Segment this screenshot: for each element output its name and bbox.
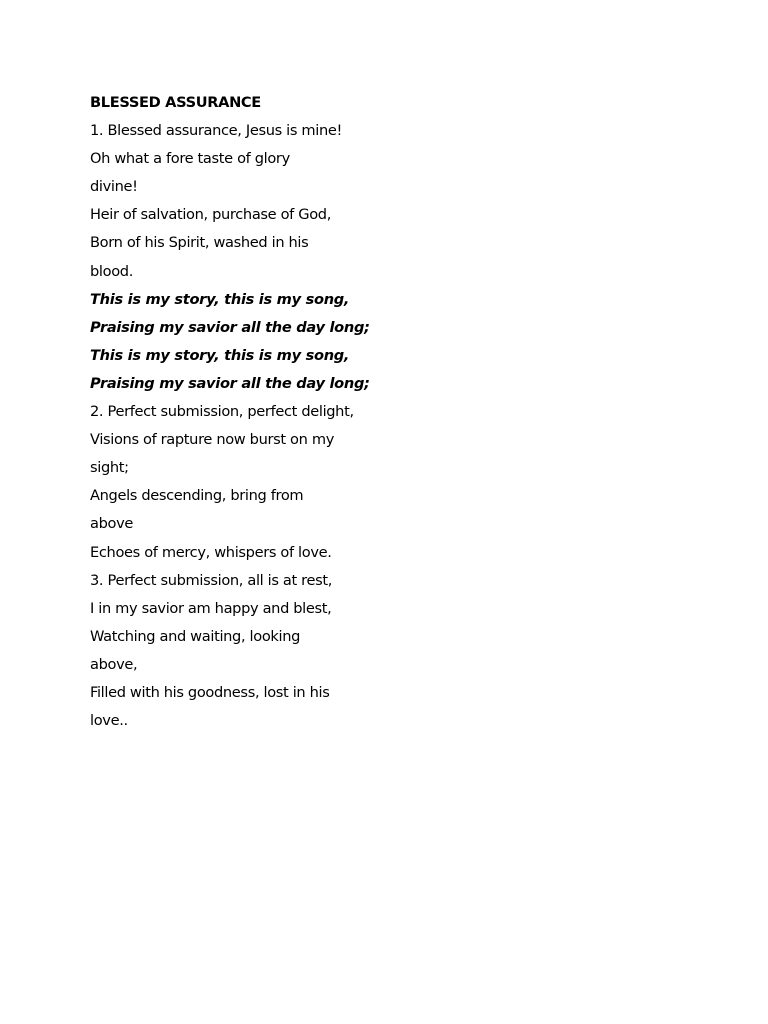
verse-line: love.. <box>90 712 128 730</box>
verse-line: above <box>90 515 134 533</box>
verse-line: 2. Perfect submission, perfect delight, <box>90 403 354 421</box>
chorus-line: Praising my savior all the day long; <box>90 318 370 336</box>
verse-line: blood. <box>90 262 133 280</box>
verse-line: Watching and waiting, looking <box>90 627 301 645</box>
verse-line: Angels descending, bring from <box>90 487 304 505</box>
chorus-line: Praising my savior all the day long; <box>90 374 370 392</box>
verse-line: 3. Perfect submission, all is at rest, <box>90 571 333 589</box>
hymn-text <box>90 91 420 737</box>
verse-line: Born of his Spirit, washed in his <box>90 234 309 252</box>
verse-line: Oh what a fore taste of glory <box>90 150 290 168</box>
verse-line: Heir of salvation, purchase of God, <box>90 206 331 224</box>
verse-line: Echoes of mercy, whispers of love. <box>90 543 332 561</box>
verse-line: 1. Blessed assurance, Jesus is mine! <box>90 122 342 140</box>
document-title: BLESSED ASSURANCE <box>90 94 261 111</box>
verse-line: above, <box>90 655 138 673</box>
chorus-line: This is my story, this is my song, <box>90 346 350 364</box>
verse-line: Visions of rapture now burst on my <box>90 431 334 449</box>
verse-line: divine! <box>90 178 138 196</box>
chorus-line: This is my story, this is my song, <box>90 290 350 308</box>
verse-line: sight; <box>90 459 129 477</box>
verse-line: Filled with his goodness, lost in his <box>90 683 330 701</box>
hymn-lines <box>90 119 420 737</box>
verse-line: I in my savior am happy and blest, <box>90 599 332 617</box>
